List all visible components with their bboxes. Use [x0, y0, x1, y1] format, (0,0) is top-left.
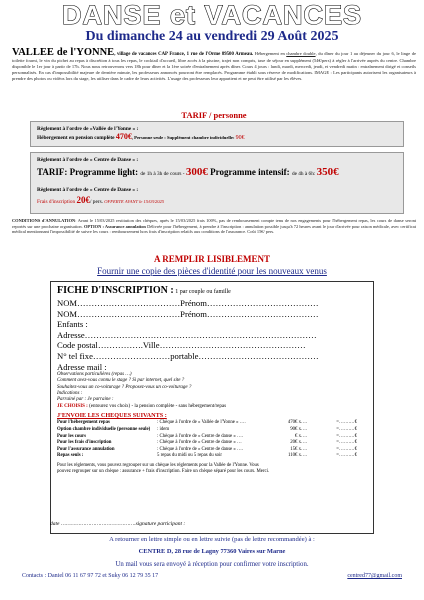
- intro-text-1: Hébergement en: [253, 51, 287, 56]
- form-covoiturage: Souhaitez-vous un co-voiturage ? Proposez-vous un co-voiturage ?: [57, 384, 192, 390]
- footer-address: CENTRE D, 28 rue de Lagny 77360 Vaires sur Marne: [138, 548, 286, 555]
- form-enfants: Enfants :: [57, 319, 88, 330]
- conditions-paragraph: [12, 218, 416, 235]
- form-title-sub: 1 par couple ou famille: [173, 289, 231, 295]
- envoi-row: [57, 453, 367, 460]
- form-title: [57, 285, 367, 298]
- box2-line3: Règlement à l'ordre de « Centre de Danse » :: [37, 187, 139, 193]
- intro-text-2: , du dîner du jour 1 au déjeuner du jour 6, le linge de toilette fourni, le vin du pichet au repas à discrétion à tous les repas, le cocktail d'accueil, libre accès à la piscine, trajet non compris, taxe de séjour en supplément (54€/pers) à régler à l'arrivée auprès du centre. Chambre disponible le 1er jour à partir de 17h. Nous nous retrouverons vers 18h pour dîner et la 1ère soirée d'entraînement après dîner. Cours 4 jours : lundi, mardi, mercredi, jeudi, et vendredi matin : entraînement dirigé et conseils personnalisés. En cas d'impossibilité majeure de dernière minute, les professeurs annoncés pourront être remplacés. Programme établi sous réserve de modifications. IMAGE : Les participants autorisent les organisateurs à prendre des photos ou vidéos lors du stage, les utiliser dans le cadre de leurs activités. L'usage des professeurs leur appartient et ne peut être utilisé par les élèves.: [12, 51, 416, 81]
- envoi-row: [57, 420, 367, 427]
- box1-label: Hébergement en pension complète: [37, 135, 116, 141]
- form-choisis-label: JE CHOISIS :: [57, 404, 88, 410]
- envoi-row-total: =…….…€: [336, 446, 357, 452]
- envoi-row-text: : Chèque à l'ordre de « Centre de danse » ….: [157, 433, 243, 439]
- option-label: OPTION : Assurance annulation: [83, 223, 146, 229]
- envoi-row: [57, 440, 367, 447]
- envoi-row-total: =…….…€: [336, 433, 357, 439]
- envoi-row-total: =…….…€: [336, 440, 357, 446]
- form-parrainage: Parrainé par : Je parraine :: [57, 396, 114, 402]
- envoi-row-amount: 110€ x….: [287, 453, 307, 459]
- footer-return-info: A retourner en lettre simple ou en lettre suivie (pas de lettre recommandée) à :: [109, 536, 315, 543]
- box2-intensif-hours: de 4h à 6h:: [291, 171, 317, 177]
- envoi-row-label: Repas seuls :: [57, 453, 84, 459]
- tarif-box-danse: [30, 152, 404, 214]
- box2-offer: OFFERTE AVANT le 15/03/2025: [104, 199, 164, 204]
- envoi-row-label: Option chambre individuelle (personne seule): [57, 426, 151, 432]
- box2-line1: Règlement à l'ordre de « Centre de Danse » :: [37, 157, 139, 163]
- box2-light-hours: de 1h à 3h de cours -: [140, 171, 186, 177]
- envoi-row-text: : Chèque à l'ordre de « Vallée de l'Yonne » ….: [157, 420, 246, 426]
- envoi-row-label: Pour l'hébergement repas: [57, 420, 110, 426]
- envoi-row-total: =…….…€: [336, 453, 357, 459]
- envoi-row-amount: 470€ x….: [287, 420, 307, 426]
- form-mail: Adresse mail :: [57, 361, 107, 372]
- box2-frais-price: 20€: [76, 195, 91, 205]
- box1-single-label: , Personne seule : Supplément chambre individuelle:: [131, 135, 236, 140]
- form-note-1: Pour les réglements, vous pouvez regrouper sur un chèque les réglements pour la Vallée de l'Yonne. Vous: [57, 462, 259, 468]
- form-observations: Observations particulières (repas …): [57, 372, 132, 378]
- page-title: DANSE et VACANCES: [61, 0, 363, 30]
- form-note-2: pouvez regrouper sur un chèque : assurance + frais d'inscription. Faire un chèque séparé pour les cours. Merci.: [57, 468, 270, 474]
- box2-light-price: 300€: [185, 166, 208, 178]
- form-stage-source: Comment avez-vous connu le stage ? Si par internet, quel site ?: [57, 378, 185, 384]
- envoi-row: [57, 447, 367, 454]
- remplir-heading: A REMPLIR LISIBLEMENT: [153, 254, 271, 264]
- envoi-row-total: =…….…€: [336, 420, 357, 426]
- form-note: [57, 463, 367, 475]
- tarif-box-hebergement: [30, 121, 404, 147]
- form-nom-1: NOM………………………………Prénom…………………………………: [57, 298, 319, 308]
- envoi-row-amount: 15€ x….: [290, 446, 307, 452]
- form-nom-2: NOM………………………………Prénom…………………………………: [57, 308, 319, 319]
- envoi-title: J'ENVOIE LES CHEQUES SUIVANTS :: [57, 412, 167, 420]
- form-title-text: FICHE D'INSCRIPTION :: [57, 285, 174, 296]
- conditions-text: : Avant le 15/03/2025 restitution des chèques, après le 15/03/2025 frais 100%, pas de remboursement compte tenu de nos engagements pour l'hébergement repas, les cours de danse seront reportés sur une prochaine organisation.: [12, 218, 416, 229]
- envoi-row-text: : Chèque à l'ordre de « Centre de danse » ….: [157, 446, 243, 452]
- box2-intensif-price: 350€: [316, 166, 339, 178]
- intro-paragraph: [12, 47, 416, 82]
- event-dates: Du dimanche 24 au vendredi 29 Août 2025: [85, 29, 339, 44]
- form-code-postal: Code postal…………….Ville……………………………………………: [57, 340, 306, 351]
- date-signature-line: date ……………………………………….signature participant :: [50, 521, 186, 527]
- envoi-row-label: Pour les frais d'inscription: [57, 440, 112, 446]
- form-adresse: Adresse………………………………………………………………………: [57, 329, 317, 340]
- envoi-row-label: Pour les cours: [57, 433, 86, 439]
- footer-mail-confirm: Un mail vous sera envoyé à réception pour confirmer votre inscription.: [115, 561, 309, 568]
- venue-address: , village de vacances CAP France, 1 rue de l'Orme 89500 Armeau.: [114, 52, 254, 57]
- inscription-form: [50, 281, 374, 534]
- option-text: Délivrée pour l'hébergement, à prendre à l'inscription : annulation possible jusqu'à 72 heures avant le jour d'arrivée pour raison médicale, avec certificat médical mentionnant l'impossibilité de suivre les cours : remboursement hors frais d'inscription relatifs aux conditions de l'assurance. Coût 15€/ pers.: [12, 223, 416, 235]
- footer-contacts-row: [22, 572, 402, 580]
- envoi-row: [57, 427, 367, 434]
- envoi-row-text: 5 repas du midi ou 5 repas du soir: [157, 453, 223, 459]
- fournir-heading: Fournir une copie des pièces d'identité pour les nouveaux venus: [97, 266, 327, 276]
- envoi-row-label: Pour l'assurance annulation: [57, 446, 115, 452]
- envoi-row-text: : idem: [157, 426, 170, 432]
- form-indications: Indications :: [57, 390, 83, 396]
- box2-frais-unit: / pers.: [90, 199, 105, 205]
- footer-contacts: Contacts : Daniel 06 11 67 97 72 et Suky 06 12 79 35 17: [22, 573, 159, 579]
- box2-frais-label: Frais d'inscription: [37, 199, 77, 205]
- envoi-row-amount: € x….: [295, 433, 307, 439]
- box2-intensif-label: Programme intensif:: [207, 167, 292, 177]
- venue-name: VALLEE de l'YONNE: [12, 47, 115, 58]
- box1-line1: Règlement à l'ordre de «Vallée de l'Yonne » :: [37, 126, 139, 132]
- form-choisis: [57, 404, 367, 410]
- footer-email: centred77@gmail.com: [347, 573, 402, 579]
- conditions-label: CONDITIONS d'ANNULATION: [12, 218, 76, 223]
- form-choisis-text: (entourez vos choix) - la pension complète - sans hébergement/repas: [87, 404, 227, 410]
- box1-price: 470€: [115, 132, 132, 141]
- envoi-list: [57, 420, 367, 460]
- envoi-row-amount: 90€ x….: [290, 426, 307, 432]
- form-telephone: N° tel fixe………………………portable……………………………………: [57, 350, 319, 361]
- envoi-row-total: =…….…€: [336, 426, 357, 432]
- tarif-title: TARIF / personne: [181, 110, 247, 120]
- box2-tarif-label: TARIF: Programme light:: [37, 167, 141, 177]
- envoi-row-amount: 20€ x….: [290, 440, 307, 446]
- envoi-row: [57, 434, 367, 441]
- intro-text-ul: chambre double: [286, 51, 316, 56]
- envoi-row-text: : Chèque à l'ordre de « Centre de danse » …: [157, 440, 242, 446]
- box1-single-price: 90€: [235, 135, 245, 141]
